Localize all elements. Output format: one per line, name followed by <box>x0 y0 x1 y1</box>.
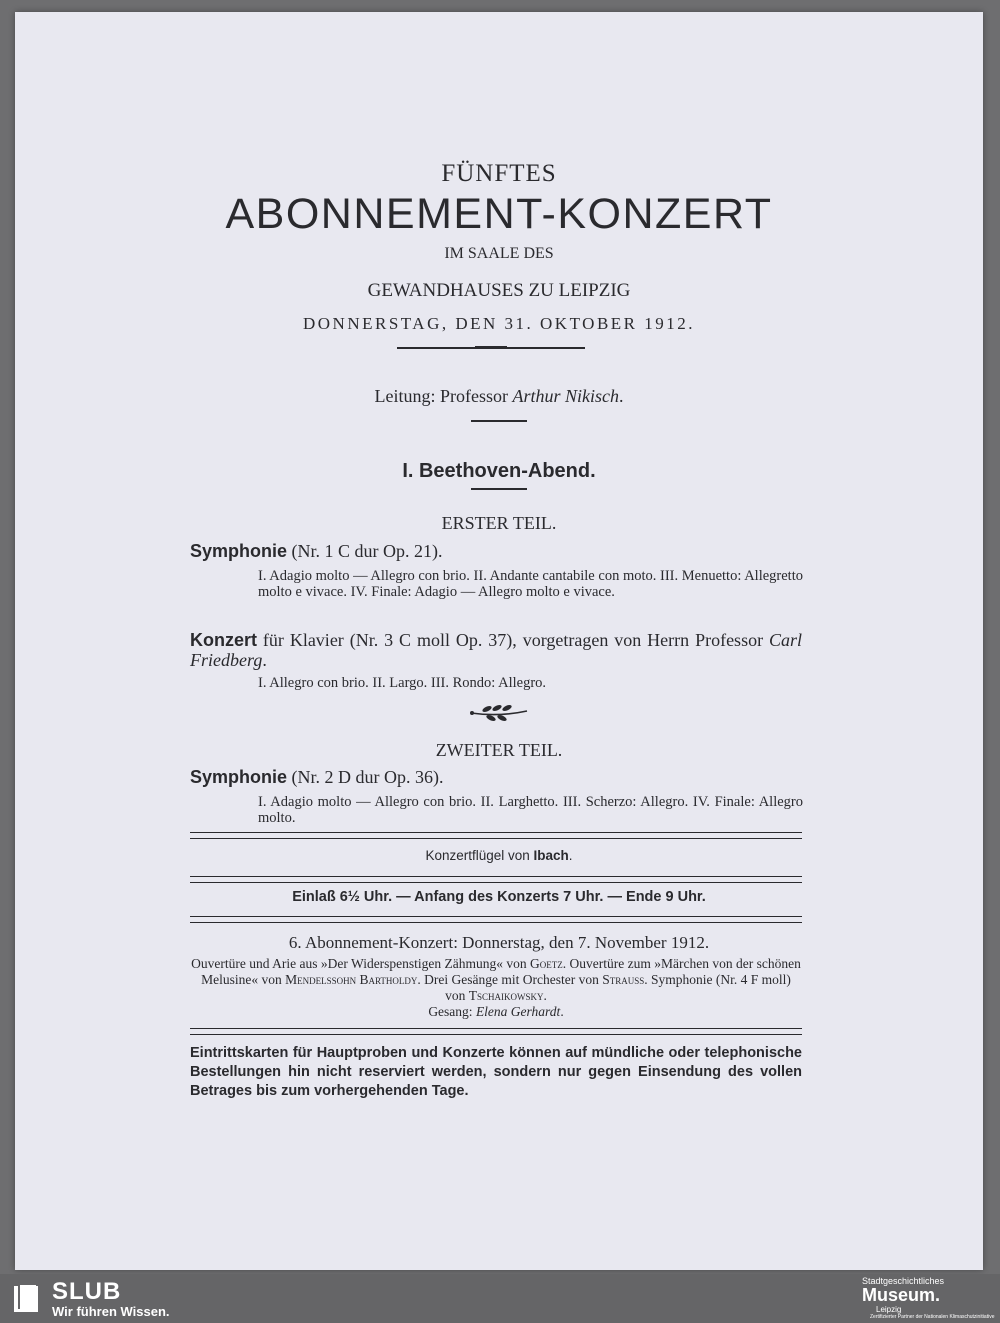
double-rule <box>190 916 802 923</box>
part1-work2: Konzert für Klavier (Nr. 3 C moll Op. 37), vorgetragen von Herrn Professor Carl Friedberg. <box>190 630 802 670</box>
composer-name: Mendelssohn Bartholdy <box>285 972 418 987</box>
double-rule <box>190 832 802 839</box>
next-concert-heading: 6. Abonnement-Konzert: Donnerstag, den 7. November 1912. <box>288 933 710 952</box>
part1-work1: Symphonie (Nr. 1 C dur Op. 21). <box>190 541 443 561</box>
slub-logo-icon <box>12 1282 42 1314</box>
composer-name: Tschaikowsky <box>468 988 544 1003</box>
part1-work2-movements: I. Allegro con brio. II. Largo. III. Rondo: Allegro. <box>258 675 547 691</box>
venue-line1: IM SAALE DES <box>444 245 554 262</box>
piano-note: Konzertflügel von Ibach. <box>425 848 573 863</box>
part1-work1-movements: I. Adagio molto — Allegro con brio. II. Andante cantabile con moto. III. Menuetto: Allegretto molto e vivace. IV. Finale: Adagio — Allegro molto e vivace. <box>258 568 803 600</box>
divider-ornament-center <box>475 346 507 349</box>
laurel-ornament-icon <box>467 702 531 722</box>
concert-title: ABONNEMENT-KONZERT <box>225 190 773 238</box>
conductor-name: Arthur Nikisch <box>512 386 619 406</box>
ticket-notice: Eintrittskarten für Hauptproben und Konzerte können auf mündliche oder telephonische Bestellungen hin nicht reserviert werden, sondern nur gegen Einsendung des vollen Betrages bis zum vorhergehenden Tage. <box>190 1045 802 1099</box>
museum-label-small: Stadtgeschichtliches <box>862 1276 945 1286</box>
footer-bar <box>0 1274 1000 1323</box>
evening-title: I. Beethoven-Abend. <box>402 460 596 482</box>
composer-name: Strauss <box>602 972 645 987</box>
soloist-name: Carl Friedberg <box>190 630 802 670</box>
slub-tagline: Wir führen Wissen. <box>52 1304 170 1319</box>
part2-heading: ZWEITER TEIL. <box>435 740 563 760</box>
concert-date: DONNERSTAG, DEN 31. OKTOBER 1912. <box>302 314 696 333</box>
part2-work1: Symphonie (Nr. 2 D dur Op. 36). <box>190 767 444 787</box>
museum-certificate: Zertifizierter Partner der Nationalen Klimaschutzinitiative <box>870 1314 995 1320</box>
museum-city: Leipzig <box>876 1305 902 1314</box>
singer-name: Elena Gerhardt <box>475 1004 561 1019</box>
part1-heading: ERSTER TEIL. <box>441 513 557 533</box>
divider <box>471 488 527 490</box>
part2-work1-movements: I. Adagio molto — Allegro con brio. II. Larghetto. III. Scherzo: Allegro. IV. Finale: Allegro molto. <box>258 794 803 826</box>
museum-label-big: Museum. <box>862 1285 941 1305</box>
double-rule <box>190 1028 802 1035</box>
next-concert-program: Ouvertüre und Arie aus »Der Widerspenstigen Zähmung« von Goetz. Ouvertüre zum »Märchen von der schönen Melusine« von Mendelssohn Bartholdy. Drei Gesänge mit Orchester von Strauss. Symphonie (Nr. 4 F moll) von Tschaikowsky. Gesang: Elena Gerhardt. <box>191 956 801 1019</box>
times-line: Einlaß 6½ Uhr. — Anfang des Konzerts 7 Uhr. — Ende 9 Uhr. <box>292 889 706 905</box>
program-sheet <box>15 12 983 1270</box>
slub-brand: SLUB <box>52 1278 122 1305</box>
venue-line2: GEWANDHAUSES ZU LEIPZIG <box>367 280 631 301</box>
header-line1: FÜNFTES <box>441 160 557 187</box>
divider <box>471 420 527 422</box>
composer-name: Goetz <box>530 956 563 971</box>
double-rule <box>190 876 802 883</box>
piano-brand: Ibach <box>533 848 569 863</box>
conductor-line: Leitung: Professor Arthur Nikisch. <box>374 386 624 406</box>
